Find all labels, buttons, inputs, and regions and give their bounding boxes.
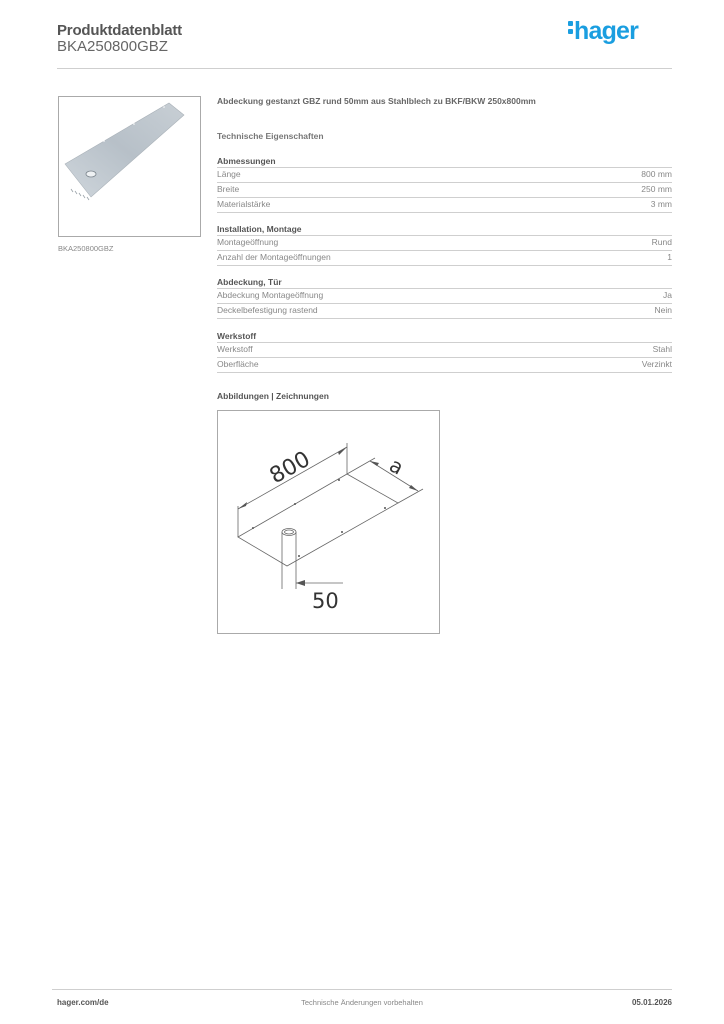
section-title: Werkstoff	[217, 330, 672, 343]
section-title: Installation, Montage	[217, 223, 672, 236]
product-code: BKA250800GBZ	[57, 38, 168, 55]
product-description: Abdeckung gestanzt GBZ rund 50mm aus Stahlblech zu BKF/BKW 250x800mm	[217, 96, 536, 106]
svg-text:50: 50	[312, 589, 339, 613]
property-row: Abdeckung Montageöffnung Ja	[217, 289, 672, 304]
section-installation	[217, 223, 672, 266]
logo-colon-icon	[568, 18, 574, 37]
footer-date: 05.01.2026	[631, 998, 672, 1007]
property-row: Länge 800 mm	[217, 168, 672, 183]
section-title: Abdeckung, Tür	[217, 276, 672, 289]
property-row: Anzahl der Montageöffnungen 1	[217, 251, 672, 266]
property-row: Deckelbefestigung rastend Nein	[217, 304, 672, 319]
property-row: Breite 250 mm	[217, 183, 672, 198]
product-image-caption: BKA250800GBZ	[58, 244, 114, 253]
section-cover-door	[217, 276, 672, 319]
website-link[interactable]: hager.com/de	[57, 998, 109, 1007]
property-row: Oberfläche Verzinkt	[217, 358, 672, 373]
technical-properties-heading: Technische Eigenschaften	[217, 131, 324, 141]
header-divider	[57, 68, 672, 69]
document-title: Produktdatenblatt	[57, 22, 182, 39]
property-row: Werkstoff Stahl	[217, 343, 672, 358]
property-row: Montageöffnung Rund	[217, 236, 672, 251]
footer-notice: Technische Änderungen vorbehalten	[301, 998, 423, 1007]
dimension-drawing	[218, 411, 439, 633]
drawings-heading: Abbildungen | Zeichnungen	[217, 391, 329, 401]
technical-drawing	[217, 410, 440, 634]
section-title: Abmessungen	[217, 155, 672, 168]
svg-text:a: a	[385, 452, 408, 480]
hager-logo: hager	[568, 17, 638, 46]
section-material	[217, 330, 672, 373]
product-image	[58, 96, 201, 237]
section-dimensions	[217, 155, 672, 213]
footer-divider	[52, 989, 672, 990]
svg-text:800: 800	[265, 446, 315, 490]
cover-plate-illustration	[59, 97, 200, 236]
property-row: Materialstärke 3 mm	[217, 198, 672, 213]
